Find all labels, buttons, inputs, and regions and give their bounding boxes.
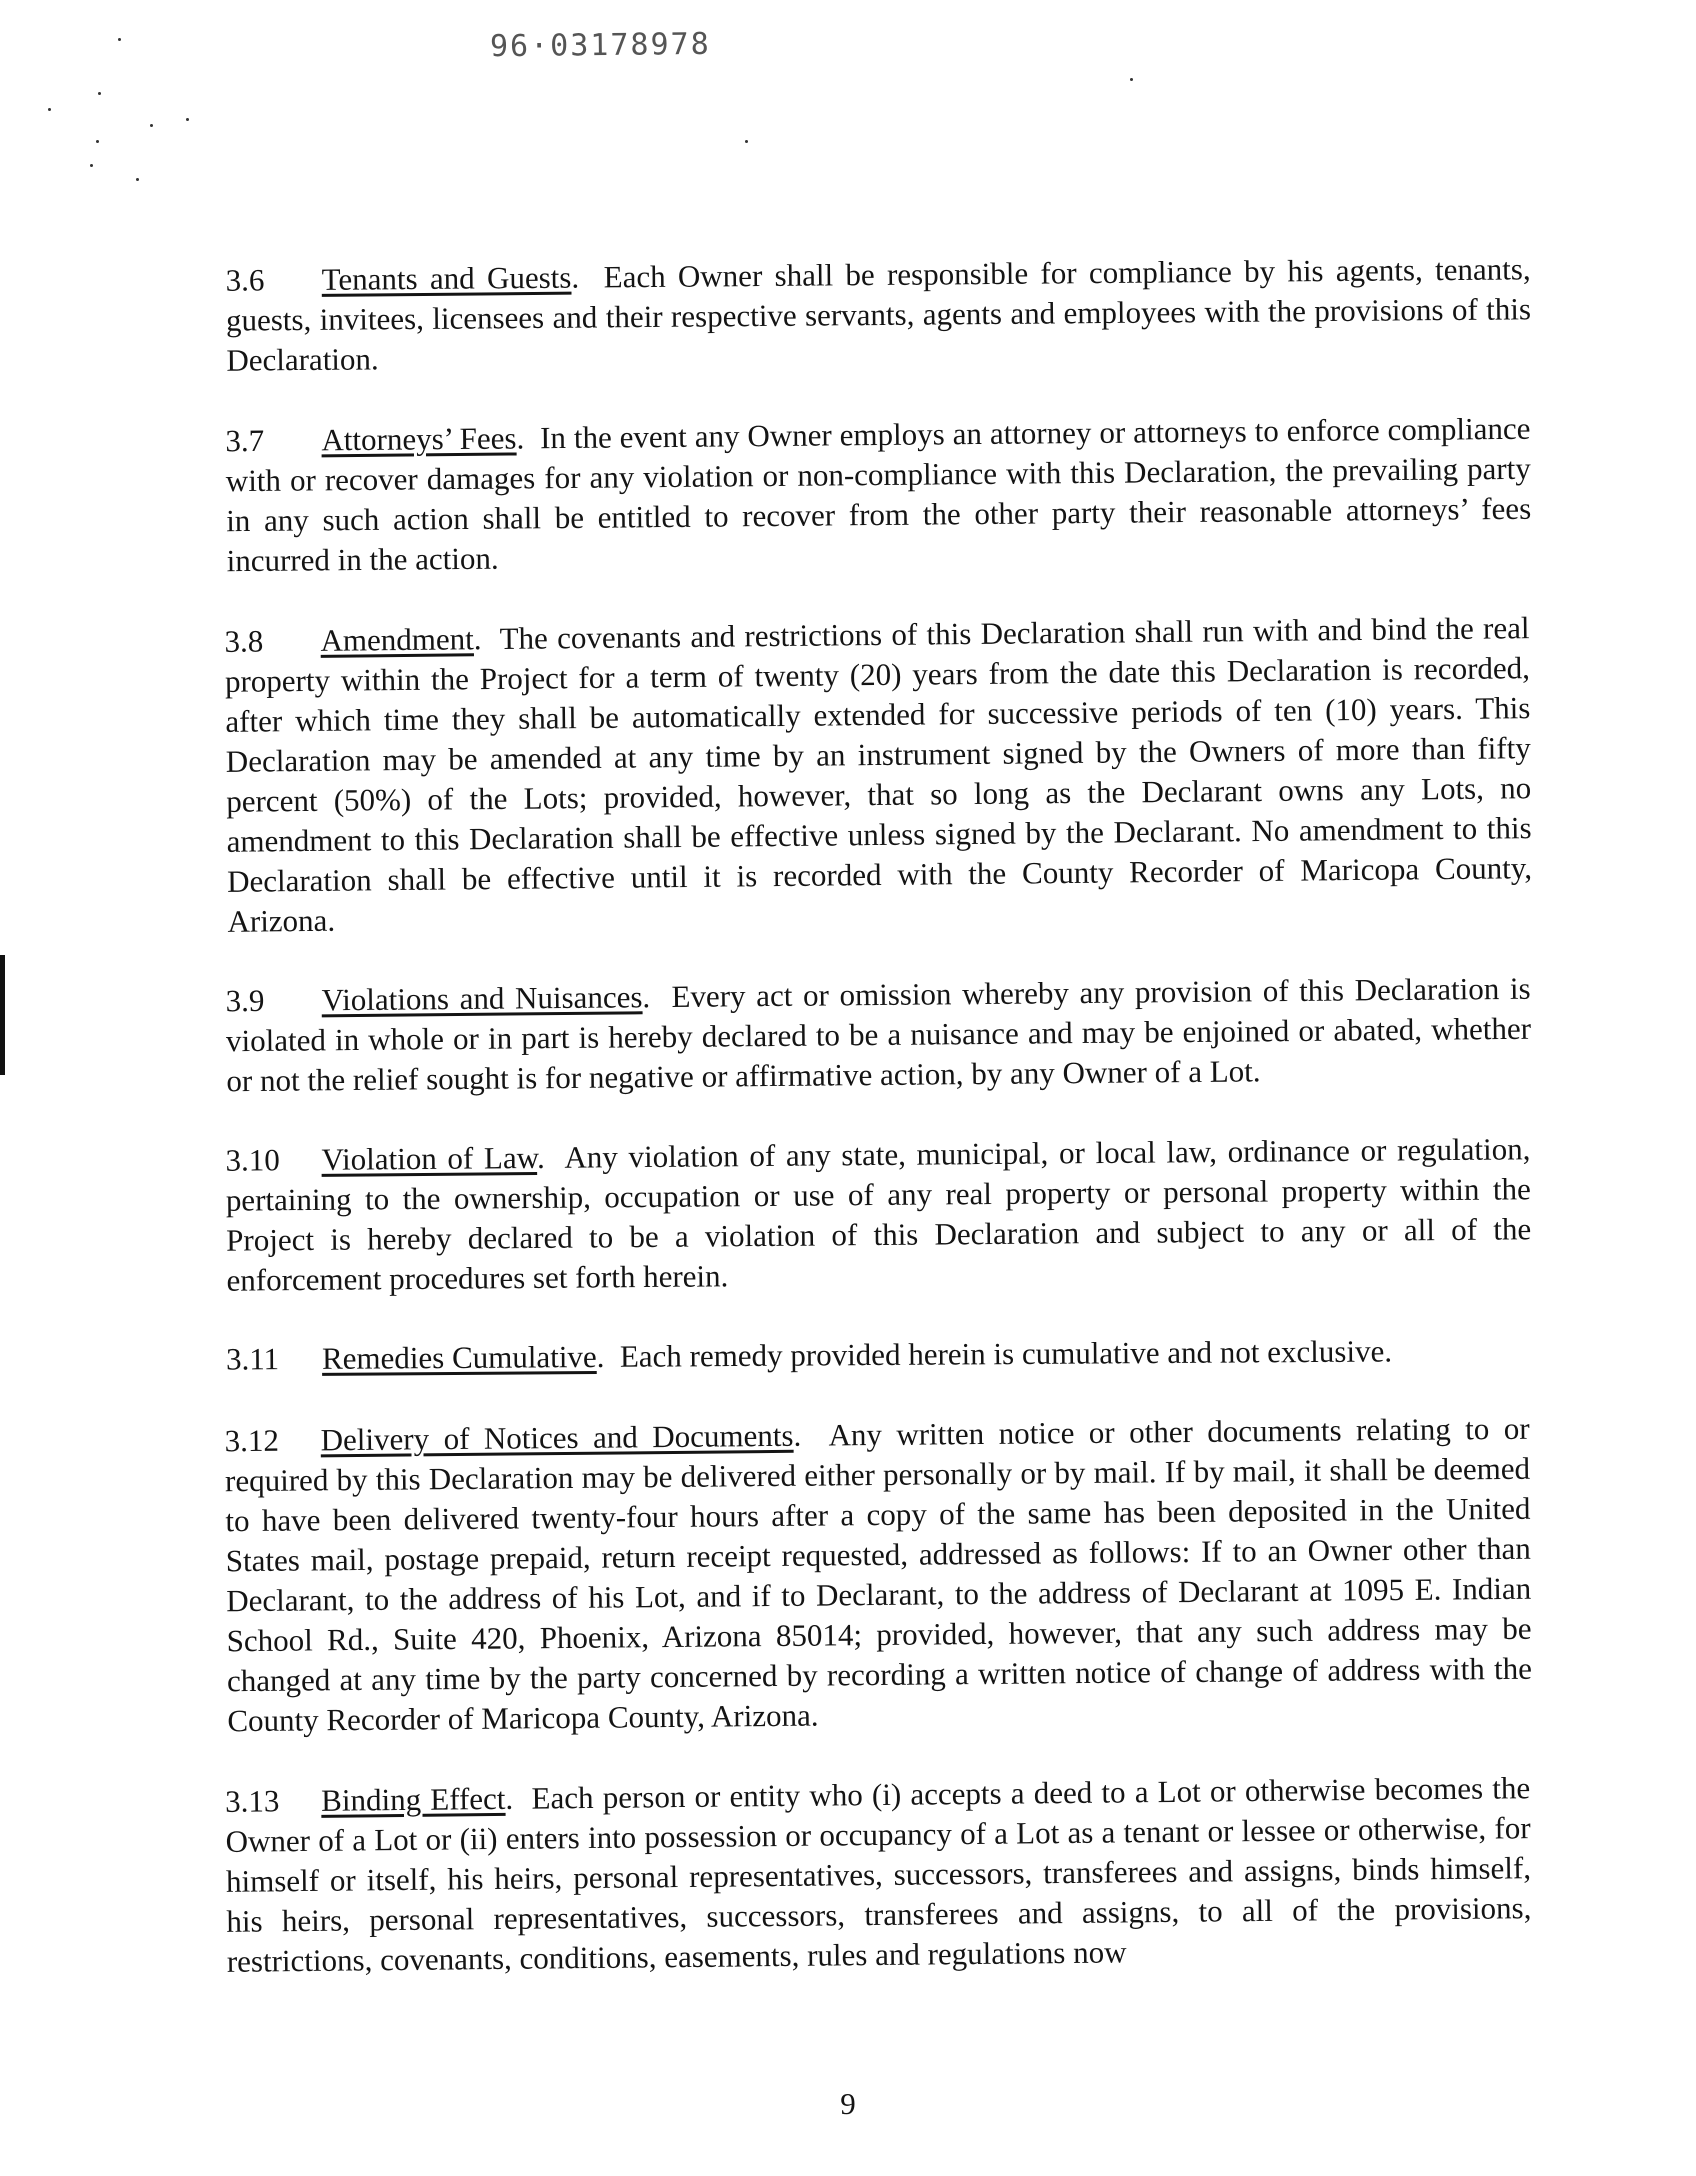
section-title: Remedies Cumulative [321,1338,597,1376]
section-number: 3.11 [225,1341,280,1377]
section-title: Delivery of Notices and Documents [320,1417,794,1458]
section-number: 3.10 [225,1142,280,1178]
section-text: Every act or omission whereby any provision of this Declaration is violated in whole or in part is hereby declared to be a nuisance and may be enjoined or abated, whether or not the relief sought is for negative or affirmative action, by any Owner of a Lot. [225,970,1532,1099]
section-3-7: 3.7 Attorneys’ Fees. In the event any Owner employs an attorney or attorneys to enforce compliance with or recover damages for any violation or non-compliance with this Declaration, the prevailing party in any such action shall be entitled to recover from the other party their reasonable attorneys’ fees incurred in the action. [225,410,1532,579]
section-3-12: 3.12 Delivery of Notices and Documents. Any written notice or other documents relating to or required by this Declaration may be delivered either personally or by mail. If by mail, it shall be deemed to have been delivered twenty-four hours after a copy of the same has been deposited in the United States mail, postage prepaid, return receipt requested, addressed as follows: If to an Owner other than Declarant, to the address of his Lot, and if to Declarant, to the address of Declarant at 1095 E. Indian School Rd., Suite 420, Phoenix, Arizona 85014; provided, however, that any such address may be changed at any time by the party concerned by recording a written notice of change of address with the County Recorder of Maricopa County, Arizona. [224,1410,1533,1739]
scan-speck [48,108,51,111]
section-title: Amendment [320,621,474,658]
section-text: Each Owner shall be responsible for compliance by his agents, tenants, guests, invitees, licensees and their respective servants, agents and employees with the provisions of this Declaration. [225,251,1532,378]
section-text: Any violation of any state, municipal, or local law, ordinance or regulation, pertaining to the ownership, occupation or use of any real property or personal property within the Project is hereby declared to be a violation of this Declaration and subject to any or all of the enforcement procedures set forth herein. [225,1131,1532,1298]
section-text: In the event any Owner employs an attorney or attorneys to enforce compliance with or recover damages for any violation or non-compliance with this Declaration, the prevailing party in any such action shall be entitled to recover from the other party their reasonable attorneys’ fees incurred in the action. [225,410,1532,579]
section-number: 3.7 [225,422,265,459]
section-number: 3.13 [225,1783,280,1819]
section-3-13: 3.13 Binding Effect. Each person or entity who (i) accepts a deed to a Lot or otherwise becomes the Owner of a Lot or (ii) enters into possession or occupancy of a Lot as a tenant or lessee or otherwise, for himself or itself, his heirs, personal representatives, successors, transferees and assigns, binds himself, his heirs, personal representatives, successors, transferees and assigns, to all of the provisions, restrictions, covenants, conditions, easements, rules and regulations now [225,1770,1532,1979]
section-3-10: 3.10 Violation of Law. Any violation of any state, municipal, or local law, ordinance or regulation, pertaining to the ownership, occupation or use of any real property or personal property within the Project is hereby declared to be a violation of this Declaration and subject to any or all of the enforcement procedures set forth herein. [225,1131,1532,1298]
scan-speck [90,164,93,167]
section-number: 3.6 [225,262,265,298]
scan-speck [186,118,189,121]
scan-speck [150,124,153,127]
section-title: Binding Effect [321,1780,506,1818]
scan-speck [98,92,101,95]
body-text [224,251,1533,2015]
section-title: Violation of Law [321,1139,538,1177]
section-number: 3.8 [224,623,264,659]
section-title: Attorneys’ Fees [321,420,517,458]
scan-speck [96,140,99,143]
section-number: 3.12 [224,1422,280,1459]
scan-speck [118,38,121,41]
section-3-6: 3.6 Tenants and Guests. Each Owner shall be responsible for compliance by his agents, tenants, guests, invitees, licensees and their respective servants, agents and employees with the provisions of this Declaration. [225,251,1532,378]
page-number: 9 [840,2086,856,2121]
section-title: Tenants and Guests [321,259,572,297]
section-3-8: 3.8 Amendment. The covenants and restrictions of this Declaration shall run with and bind the real property within the Project for a term of twenty (20) years from the date this Declaration is recorded, after which time they shall be automatically extended for successive periods of ten (10) years. This Declaration may be amended at any time by an instrument signed by the Owners of more than fifty percent (50%) of the Lots; provided, however, that so long as the Declarant owns any Lots, no amendment to this Declaration shall be effective unless signed by the Declarant. No amendment to this Declaration shall be effective until it is recorded with the County Recorder of Maricopa County, Arizona. [224,610,1533,939]
section-3-9: 3.9 Violations and Nuisances. Every act or omission whereby any provision of this Declaration is violated in whole or in part is hereby declared to be a nuisance and may be enjoined or abated, whether or not the relief sought is for negative or affirmative action, by any Owner of a Lot. [225,970,1532,1099]
section-text: Each remedy provided herein is cumulative and not exclusive. [619,1333,1393,1374]
scan-edge-mark [0,955,5,1075]
section-text: Any written notice or other documents relating to or required by this Declaration may be delivered either personally or by mail. If by mail, it shall be deemed to have been delivered twenty-four hours after a copy of the same has been deposited in the United States mail, postage prepaid, return receipt requested, addressed as follows: If to an Owner other than Declarant, to the address of his Lot, and if to Declarant, to the address of Declarant at 1095 E. Indian School Rd., Suite 420, Phoenix, Arizona 85014; provided, however, that any such address may be changed at any time by the party concerned by recording a written notice of change of address with the County Recorder of Maricopa County, Arizona. [224,1410,1533,1739]
section-text: Each person or entity who (i) accepts a deed to a Lot or otherwise becomes the Owner of a Lot or (ii) enters into possession or occupancy of a Lot as a tenant or lessee or otherwise, for himself or itself, his heirs, personal representatives, successors, transferees and assigns, binds himself, his heirs, personal representatives, successors, transferees and assigns, to all of the provisions, restrictions, covenants, conditions, easements, rules and regulations now [225,1770,1532,1979]
scan-speck [136,178,139,181]
section-3-11: 3.11 Remedies Cumulative. Each remedy provided herein is cumulative and not exclusive. [226,1330,1531,1379]
section-title: Violations and Nuisances [321,979,643,1018]
section-text: The covenants and restrictions of this Declaration shall run with and bind the real property within the Project for a term of twenty (20) years from the date this Declaration is recorded, after which time they shall be automatically extended for successive periods of ten (10) years. This Declaration may be amended at any time by an instrument signed by the Owners of more than fifty percent (50%) of the Lots; provided, however, that so long as the Declarant owns any Lots, no amendment to this Declaration shall be effective unless signed by the Declarant. No amendment to this Declaration shall be effective until it is recorded with the County Recorder of Maricopa County, Arizona. [224,610,1533,939]
recording-number: 96·03178978 [489,26,711,65]
scan-speck [1130,78,1133,81]
section-number: 3.9 [225,982,265,1019]
scan-speck [745,140,748,143]
